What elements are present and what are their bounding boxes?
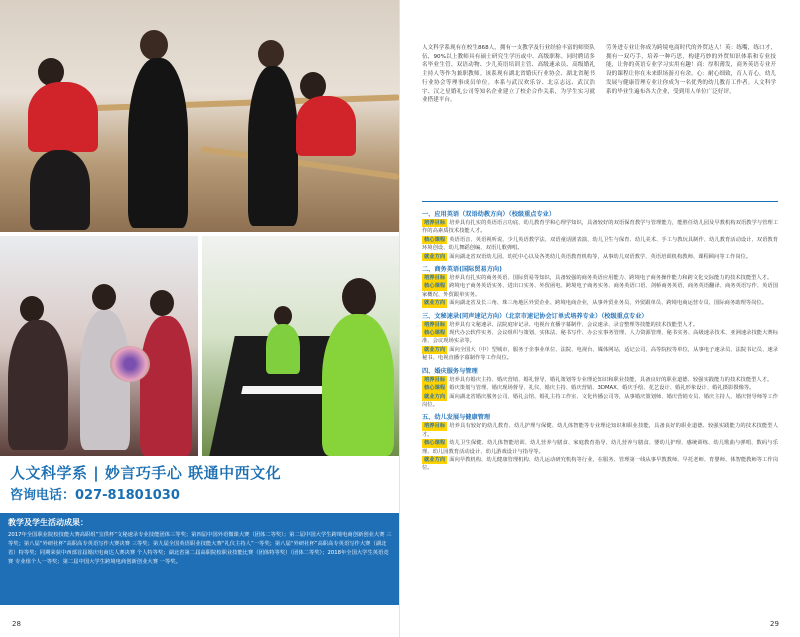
- page-number-left: 28: [12, 620, 21, 628]
- detail-tag: 核心课程: [424, 236, 446, 243]
- teacher-figure: [140, 30, 168, 60]
- major-detail-row: [422, 282, 778, 299]
- flower-arranging-photo: [0, 236, 198, 456]
- detail-text: 面向湖北省及长三角、珠三角地区外贸企业、跨境电商企业，从事外贸业务员、外贸跟单员、跨境电商运营专员、国际商务助理等岗位。: [449, 300, 768, 307]
- major-detail-row: [422, 253, 778, 261]
- major-detail-row: [422, 219, 778, 236]
- detail-tag: 就业方向: [424, 300, 446, 307]
- student-figure: [342, 278, 376, 316]
- major-detail-row: [422, 439, 778, 456]
- dance-class-photo: [0, 0, 400, 232]
- detail-text: 英语语音、英语视听说、少儿英语教学法、双语童话剧表演、幼儿卫生与保育、幼儿美术、手工与教玩具制作、幼儿教育活动设计、双语教育环境创设、幼儿舞蹈创编、双语儿歌弹唱。: [422, 236, 778, 252]
- major-detail-row: [422, 321, 778, 329]
- intro-column-2: 劳务进专业让你成为跨境电商时代的外贸达人！英：练嘴，练口才，拥有一双巧手，培养一种巧思，构建巧妙的外贸知识体系和专业技能，让你的英语专业学习实用有趣！商：厚积薄发，商务英语专业开设的课程让你在未来职场游刃有余。心：耐心细致，育人育心，幼儿发展与健康管理专业让你成为一名优秀的幼儿教育工作者。人文科学系的毕业生遍布各大企业，受到用人单位广泛好评。: [606, 45, 776, 95]
- detail-text: 培养具有婚庆主持、婚庆营销、婚礼督导、婚礼策划等专业理论知识和职业技能，具备良好的职业道德、较强实践能力的技术技能型人才。: [449, 376, 773, 383]
- detail-text: 培养具有文秘速录、法院庭审记录、电视台直播字幕制作、会议速录、录音整理等技能的技术技能型人才。: [449, 321, 699, 328]
- major-heading: 四、婚庆服务与管理: [422, 367, 478, 375]
- detail-tag: 培养目标: [424, 275, 446, 282]
- student-figure: [274, 306, 292, 326]
- intro-column-1: 人文科学系现有在校生868人，拥有一支教学及行业经验丰富的师资队伍，90%以上教师具有硕士研究生学历或中、高级职称。同时聘请多名毕业生管、双语动物、少儿英语培训主管、高级速录员、高级婚礼主持人等作为兼职教师。该系现有湖北省婚庆行业协会、湖北省秘书行业协会等理事成员单位。本系与武汉欢乐谷、北京志远、武汉浩宇、汉之星婚礼公司等知名企业建立了校企合作关系，为学生实习就业搭建平台。: [422, 45, 595, 104]
- teacher-figure: [258, 40, 284, 68]
- divider: [422, 201, 778, 202]
- detail-tag: 核心课程: [424, 283, 446, 290]
- contact-phone: 咨询电话：027-81801030: [10, 488, 180, 503]
- major-detail-row: [422, 236, 778, 253]
- major-heading: 五、幼儿发展与健康管理: [422, 414, 491, 422]
- major-detail-row: [422, 456, 778, 473]
- student-figure: [150, 290, 174, 316]
- major-detail-row: [422, 393, 778, 410]
- major-section: [422, 210, 778, 261]
- major-detail-row: [422, 299, 778, 307]
- detail-text: 培养具有扎实的商务英语、国际贸易等知识，具备较强的商务英语应用能力、跨境电子商务操作能力和跨文化交际能力的技术技能型人才。: [449, 275, 773, 282]
- major-detail-row: [422, 329, 778, 346]
- page-number-right: 29: [770, 620, 779, 628]
- detail-text: 幼儿卫生保健、幼儿体智能培训、幼儿营养与膳食、家庭教育指导、幼儿营养与膳食、婴幼儿护理、感统训练、幼儿歌曲与弹唱、数码与乐理、幼儿园教育活动设计、幼儿游戏设计与指导等。: [422, 440, 778, 455]
- department-title: 人文科学系 | 妙言巧手心 联通中西文化: [10, 464, 282, 482]
- piano-class-photo: [202, 236, 400, 456]
- detail-text: 跨境电子商务英语实务、进出口实务、外贸函电、跨境电子商务实务、商务英语口语、剑桥商务英语、商务英语翻译、商务英语写作、英语国家概况、外贸跟单实务。: [422, 283, 778, 298]
- major-sections: [422, 210, 778, 477]
- detail-tag: 就业方向: [424, 253, 446, 260]
- major-heading: 二、商务英语(国际贸易方向): [422, 266, 502, 274]
- detail-text: 现代办公软件实务、会议组织与策划、实体法、秘书写作、办公室事务管理、人力资源管理、秘书实务、高级速录技术、亚洲速录技能大赛标准、会议现场实录等。: [422, 330, 778, 345]
- major-section: [422, 265, 778, 308]
- teacher-figure: [248, 66, 298, 226]
- major-section: [422, 367, 778, 410]
- detail-text: 婚庆策划与管理、婚庆现场督导、礼仪、婚庆主持、婚庆营销、3DMAX、婚庆手绘、花艺设计、婚礼形象设计、婚礼摄影摄像等。: [449, 385, 755, 392]
- major-detail-row: [422, 274, 778, 282]
- detail-tag: 核心课程: [424, 440, 446, 447]
- student-figure: [140, 316, 192, 456]
- student-figure: [322, 314, 394, 456]
- detail-tag: 培养目标: [424, 220, 446, 226]
- detail-tag: 培养目标: [424, 423, 446, 430]
- major-section: [422, 413, 778, 472]
- detail-text: 面向湖北省双语幼儿园、幼托中心以及各类幼儿英语教育机构等，从事幼儿双语教学、英语培训机构教师、课程顾问等工作岗位。: [449, 253, 752, 260]
- major-heading: 一、应用英语（双语幼教方向）（校级重点专业）: [422, 211, 556, 218]
- student-figure: [20, 296, 44, 322]
- detail-tag: 就业方向: [424, 346, 446, 353]
- achievements-title: 教学及学生活动成果：: [8, 518, 88, 527]
- detail-tag: 培养目标: [424, 376, 446, 383]
- major-detail-row: [422, 376, 778, 384]
- student-figure: [8, 320, 68, 450]
- student-figure: [30, 150, 90, 230]
- detail-tag: 就业方向: [424, 393, 446, 400]
- detail-tag: 核心课程: [424, 385, 446, 392]
- detail-text: 培养具有较好的幼儿教育、幼儿护理与保健、幼儿体智能等专业理论知识和职业技能，具备良好的职业道德、较强实践能力的技术技能型人才。: [422, 423, 778, 438]
- detail-text: 面向早教机构、幼儿健康管理机构、幼儿运动研究机构等行业，在服务、管理第一线从事早教教师、早托老师、育婴师、体智能教师等工作岗位。: [422, 456, 778, 472]
- achievements-box: [0, 513, 400, 605]
- detail-tag: 就业方向: [424, 456, 446, 463]
- major-detail-row: [422, 384, 778, 392]
- detail-tag: 培养目标: [424, 321, 446, 328]
- detail-text: 培养具有扎实的英语语言功底、幼儿教育学和心理学知识，具备较好的双语保育教学与管理能力，能胜任幼儿园及早教机构双语教学与管理工作的高素质技术技能人才。: [422, 220, 778, 235]
- flower-bouquet: [110, 346, 150, 382]
- detail-text: 面向全国大（中）型城市，服务于企事业单位、法院、电视台、媒体网站，适记公司、高等院校等单位，从事电子速录员、法院书记员、速录秘书、电视直播字幕制作等工作岗位。: [422, 346, 778, 362]
- student-figure: [28, 82, 98, 152]
- student-figure: [296, 96, 356, 156]
- major-detail-row: [422, 422, 778, 439]
- detail-tag: 核心课程: [424, 330, 446, 337]
- detail-text: 面向湖北省婚庆服务公司、婚礼会馆、婚礼主持工作室、文化传播公司等，从事婚庆策划师、婚庆营销专员、婚庆主持人、婚庆督导师等工作岗位。: [422, 393, 778, 408]
- student-figure: [266, 324, 300, 374]
- teacher-figure: [128, 58, 188, 228]
- achievements-body: 2017年全国职业院校技能大赛高职组“宝供杯”文秘速录专业技能团体三等奖；第四届中国外语微课大赛（团体二等奖）；第二届中国大学生跨境电商创新创业大赛 三等奖；第八届“外研社杯”高职高专英语写作大赛决赛 三等奖；第九届全国英语职业技能大赛“礼仪主持人”一等奖；第八届“外研社杯”高职高专英语写作大赛（湖北省）特等奖；同期荣获中西部首届婚庆电商达人赛决赛 个人特等奖；湖北省第二届高职院校职业技能比赛（团体特等奖）（团体二等奖）；2018年全国大学生英语竞赛 专业组个人一等奖；第二届中国大学生跨境电商创新创业大赛 一等奖。: [8, 532, 392, 565]
- student-figure: [92, 284, 116, 310]
- major-detail-row: [422, 346, 778, 363]
- major-heading: 三、文秘速录(同声速记方向）（北京市速记协会订单式培养专业）（校级重点专业）: [422, 312, 648, 320]
- major-section: [422, 312, 778, 363]
